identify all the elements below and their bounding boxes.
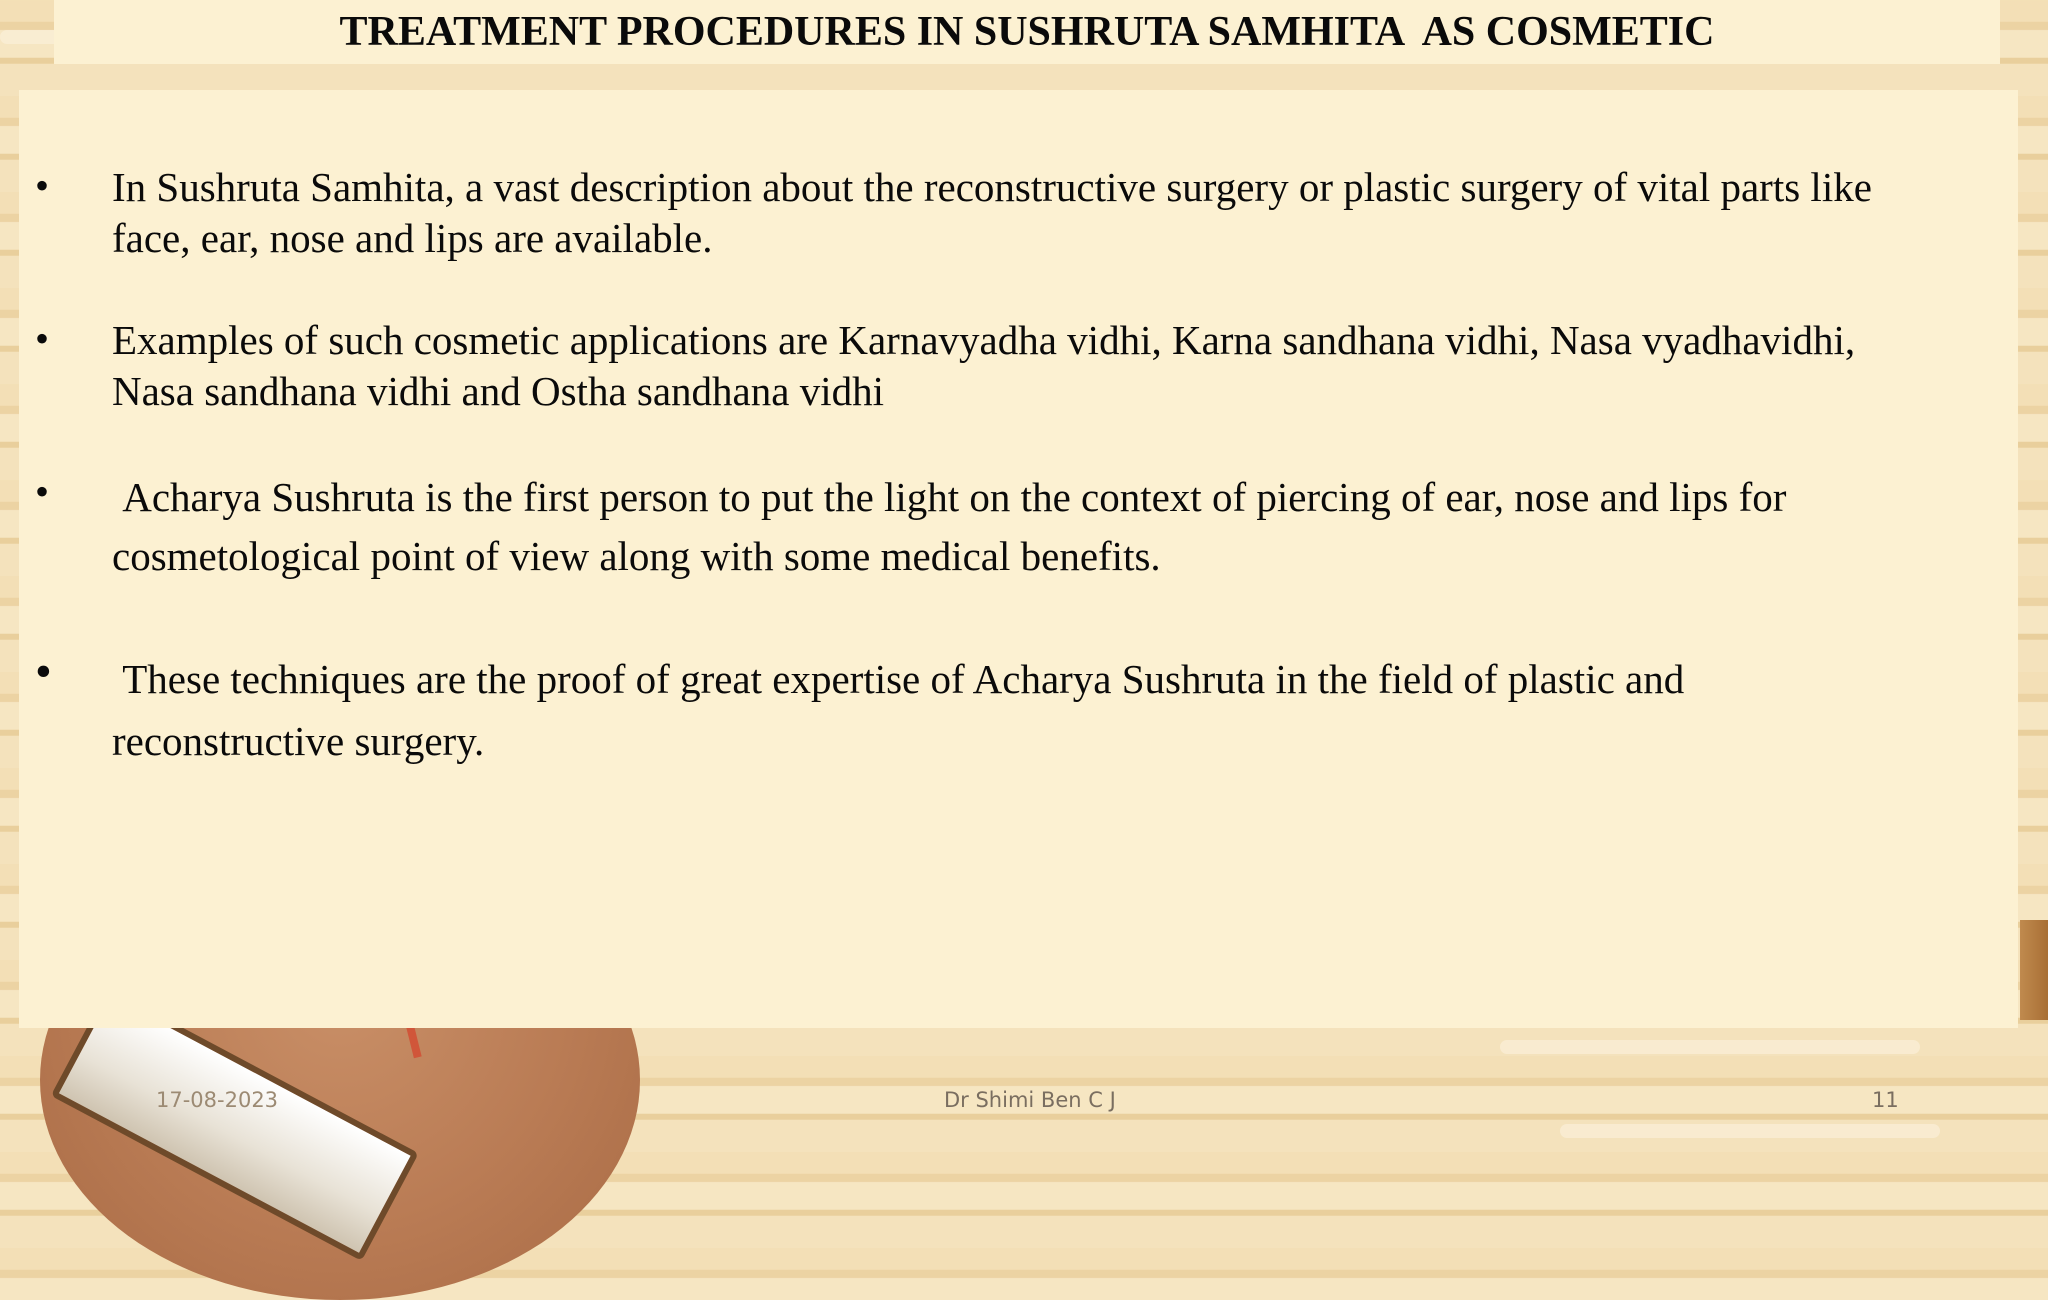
background-wood-edge [2020, 920, 2048, 1020]
bullet-text: These techniques are the proof of great expertise of Acharya Sushruta in the field of plastic and reconstructive surgery. [112, 656, 1685, 764]
slide-title: TREATMENT PROCEDURES IN SUSHRUTA SAMHITA AS COSMETIC [339, 9, 1715, 55]
bullet-text: Acharya Sushruta is the first person to put the light on the context of piercing of ear, nose and lips for cosmetological point of view along with some medical benefits. [112, 474, 1787, 579]
background-streak [1560, 1124, 1940, 1138]
bullet-dot-icon: • [35, 469, 50, 514]
footer-date: 17-08-2023 [156, 1088, 279, 1112]
bullet-text: Examples of such cosmetic applications are Karnavyadha vidhi, Karna sandhana vidhi, Nasa vyadhavidhi, Nasa sandhana vidhi and Ostha sandhana vidhi [112, 317, 1856, 414]
slide-content-panel [19, 90, 2018, 1028]
slide-title-bar [54, 0, 2000, 64]
footer-page-number: 11 [1872, 1088, 1899, 1112]
background-streak [1500, 1040, 1920, 1054]
bullet-dot-icon: • [35, 645, 52, 698]
bullet-text: In Sushruta Samhita, a vast description about the reconstructive surgery or plastic surgery of vital parts like face, ear, nose and lips are available. [112, 164, 1872, 261]
footer-author: Dr Shimi Ben C J [944, 1088, 1116, 1112]
bullet-dot-icon: • [35, 316, 50, 361]
bullet-dot-icon: • [35, 163, 50, 208]
